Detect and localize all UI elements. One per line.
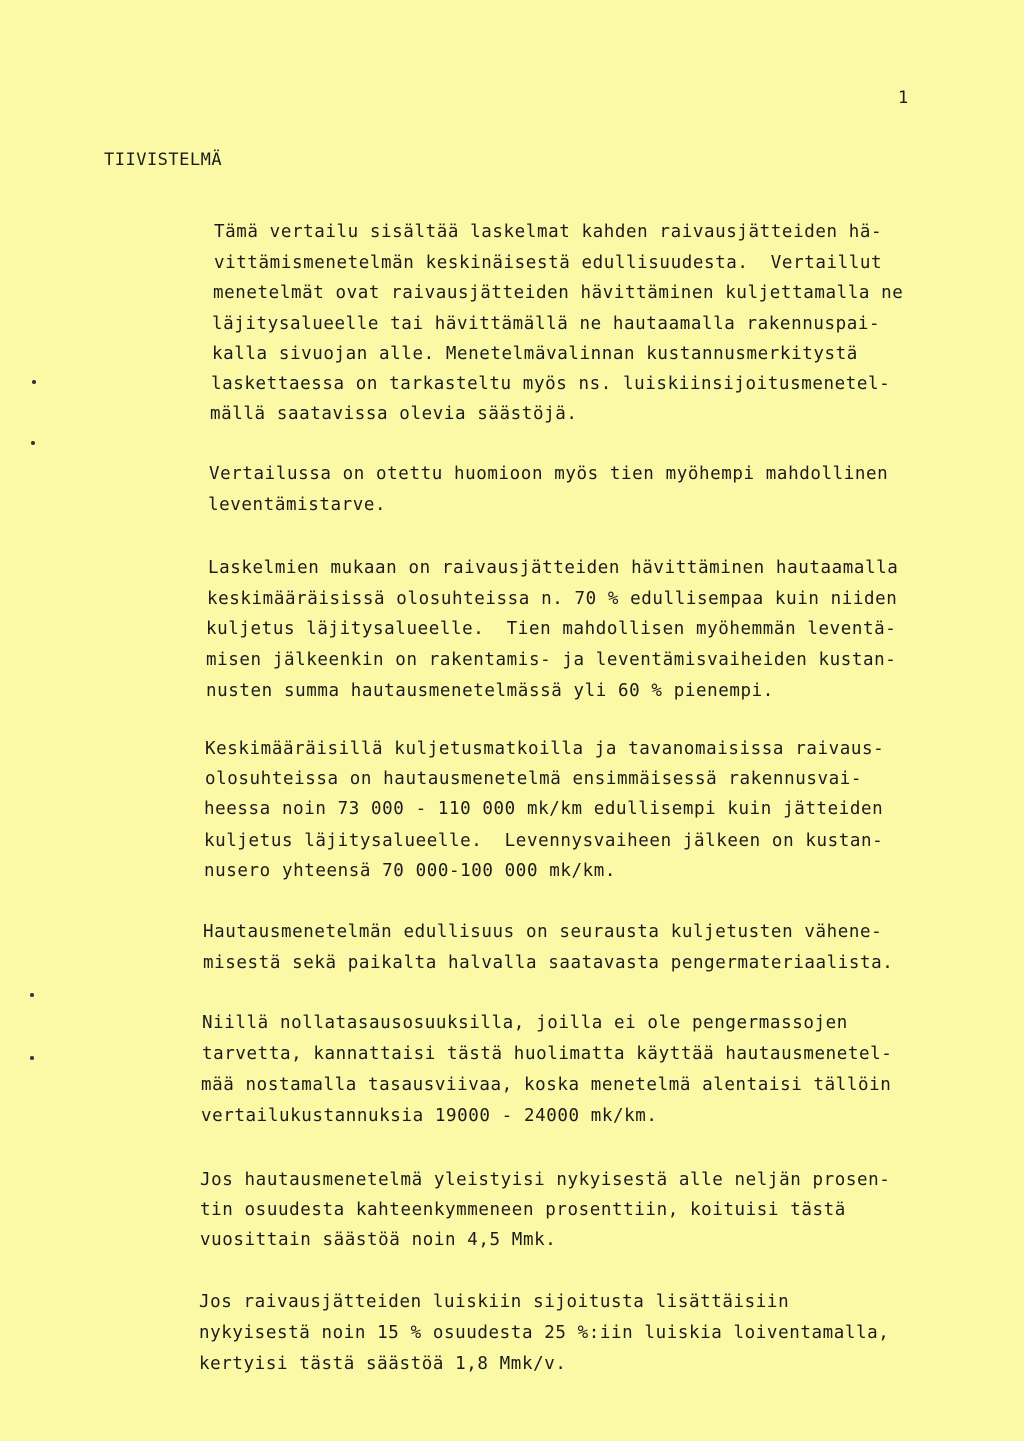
text-line: vittämismenetelmän keskinäisestä edullisuudesta. Vertaillut [214, 253, 883, 273]
text-line: Niillä nollatasausosuuksilla, joilla ei ole pengermassojen [202, 1013, 848, 1033]
text-line: Jos hautausmenetelmä yleistyisi nykyisestä alle neljän prosen- [200, 1170, 891, 1190]
text-line: kuljetus läjitysalueelle. Levennysvaiheen jälkeen on kustan- [204, 831, 884, 851]
page-title: TIIVISTELMÄ [104, 150, 223, 170]
text-line: Hautausmenetelmän edullisuus on seurausta kuljetusten vähene- [203, 922, 883, 942]
page-number: 1 [898, 88, 909, 108]
text-line: Tämä vertailu sisältää laskelmat kahden raivausjätteiden hä- [214, 222, 883, 242]
text-line: kalla sivuojan alle. Menetelmävalinnan kustannusmerkitystä [212, 344, 858, 364]
text-line: Laskelmien mukaan on raivausjätteiden hävittäminen hautaamalla [208, 558, 899, 578]
text-line: leventämistarve. [208, 495, 387, 515]
text-line: mää nostamalla tasausviivaa, koska menetelmä alentaisi tällöin [201, 1075, 892, 1095]
text-line: mällä saatavissa olevia säästöjä. [210, 404, 578, 424]
text-line: misen jälkeenkin on rakentamis- ja leventämisvaiheiden kustan- [206, 650, 897, 670]
text-line: tarvetta, kannattaisi tästä huolimatta käyttää hautausmenetel- [202, 1044, 893, 1064]
text-line: kuljetus läjitysalueelle. Tien mahdollisen myöhemmän leventä- [206, 619, 897, 639]
margin-mark [32, 380, 36, 384]
text-line: läjitysalueelle tai hävittämällä ne hautaamalla rakennuspai- [212, 314, 881, 334]
text-line: nykyisestä noin 15 % osuudesta 25 %:iin luiskia loiventamalla, [199, 1323, 890, 1343]
margin-mark [30, 993, 34, 997]
text-line: misestä sekä paikalta halvalla saatavasta pengermateriaalista. [203, 953, 894, 973]
text-line: vuosittain säästöä noin 4,5 Mmk. [200, 1230, 557, 1250]
text-line: nusero yhteensä 70 000-100 000 mk/km. [204, 861, 617, 881]
text-line: keskimääräisissä olosuhteissa n. 70 % edullisempaa kuin niiden [207, 589, 898, 609]
text-line: Jos raivausjätteiden luiskiin sijoitusta lisättäisiin [199, 1292, 790, 1312]
margin-mark [31, 441, 35, 445]
text-line: menetelmät ovat raivausjätteiden hävittäminen kuljettamalla ne [213, 283, 904, 303]
text-line: olosuhteissa on hautausmenetelmä ensimmäisessä rakennusvai- [205, 769, 863, 789]
text-line: Vertailussa on otettu huomioon myös tien myöhempi mahdollinen [209, 464, 889, 484]
text-line: nusten summa hautausmenetelmässä yli 60 % pienempi. [206, 681, 774, 701]
text-line: vertailukustannuksia 19000 - 24000 mk/km. [201, 1106, 658, 1126]
text-line: tin osuudesta kahteenkymmeneen prosenttiin, koituisi tästä [200, 1200, 846, 1220]
text-line: heessa noin 73 000 - 110 000 mk/km edullisempi kuin jätteiden [204, 799, 884, 819]
text-line: laskettaessa on tarkasteltu myös ns. luiskiinsijoitusmenetel- [211, 374, 891, 394]
text-line: kertyisi tästä säästöä 1,8 Mmk/v. [199, 1354, 567, 1374]
text-line: Keskimääräisillä kuljetusmatkoilla ja tavanomaisissa raivaus- [205, 739, 885, 759]
margin-mark [30, 1056, 34, 1060]
